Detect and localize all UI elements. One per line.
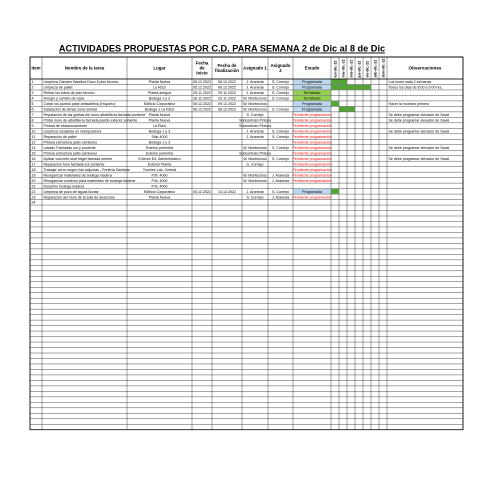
cell-a2: S. Cornejo bbox=[272, 91, 289, 96]
header-task: Nombre de la tarea bbox=[64, 65, 105, 71]
cell-place: P.M. 4000 bbox=[151, 178, 168, 183]
cell-place: Edificio Corporativo bbox=[143, 102, 176, 107]
cell-place: Planta antigua bbox=[148, 91, 171, 96]
cell-n: 9 bbox=[31, 124, 34, 129]
cell-obs: Se debe programar elevador de Saval bbox=[388, 145, 450, 150]
cell-task: Limpieza canaletas en mampostería bbox=[43, 129, 102, 134]
gantt-cell bbox=[331, 79, 338, 84]
cell-task: Pintura estructura patio camiones bbox=[43, 151, 98, 156]
cell-task: Lavado Fachadas sur y poniente bbox=[43, 145, 96, 150]
cell-a1: S. Cornejo bbox=[246, 195, 264, 200]
cell-a2: S. Cornejo bbox=[272, 156, 289, 161]
cell-a2: J. Araneda bbox=[271, 173, 290, 178]
cell-task: Pintura de estacionamiento bbox=[43, 124, 88, 129]
cell-place: Exterior perimitra bbox=[145, 145, 174, 150]
header-a2: Asignado bbox=[270, 62, 291, 68]
cell-n: 18 bbox=[31, 167, 36, 172]
day-header: mar-dic.-22 bbox=[341, 59, 346, 78]
day-header: vie-dic.-22 bbox=[365, 60, 370, 78]
cell-a1: S. Cornejo bbox=[246, 113, 264, 118]
cell-obs: Se debe programar elevador de Saval bbox=[388, 118, 450, 123]
cell-place: Planta Nueva bbox=[148, 80, 171, 85]
cell-a1: J. Araneda bbox=[246, 189, 264, 194]
cell-n: 7 bbox=[31, 113, 34, 118]
cell-n: 4 bbox=[31, 96, 34, 101]
cell-obs: Se debe programar elevador de Saval bbox=[388, 129, 450, 134]
header-num: Item bbox=[31, 65, 41, 71]
cell-a1: J. Araneda bbox=[246, 80, 264, 85]
cell-state: Programada bbox=[302, 102, 322, 107]
header-start: inicio bbox=[196, 70, 208, 76]
header-end: finalización bbox=[215, 68, 239, 74]
sheet-title: ACTIVIDADES PROPUESTAS POR C.D. PARA SEMANA 2 de Dic al 8 de Dic bbox=[58, 43, 386, 54]
cell-state: Programada bbox=[302, 85, 322, 90]
cell-a2: S. Cornejo bbox=[272, 145, 289, 150]
cell-a1: J. Araneda bbox=[246, 91, 264, 96]
cell-task: Reparación de pallet bbox=[43, 134, 77, 139]
header-a1: Asignado 1 bbox=[243, 65, 267, 71]
cell-end: 08.12.2022 bbox=[218, 107, 236, 112]
cell-state: Pendiente programación bbox=[292, 124, 332, 129]
cell-start: 28.11.2022 bbox=[193, 96, 211, 101]
cell-a2: S. Cornejo bbox=[272, 129, 289, 134]
cell-end: 06.12.2022 bbox=[218, 80, 236, 85]
cell-state: Terminado bbox=[303, 91, 321, 96]
cell-a1: W. Montecinos bbox=[243, 96, 267, 101]
header-start: Fecha bbox=[195, 60, 209, 66]
cell-a1: W. Montecinos bbox=[243, 102, 267, 107]
cell-a1: W. Montecinos bbox=[243, 107, 267, 112]
cell-obs: Hacer la muestra primero bbox=[388, 102, 430, 107]
header-start: de bbox=[199, 65, 205, 71]
cell-n: 22 bbox=[31, 189, 36, 194]
cell-task: Aplicar concreto seal fulgel fachada oriente bbox=[43, 156, 113, 161]
cell-state: Pendiente programación bbox=[292, 167, 332, 172]
cell-a1: Subcontrato Pintura bbox=[239, 124, 271, 129]
header-state: Estado bbox=[304, 65, 320, 71]
cell-n: 19 bbox=[31, 173, 36, 178]
cell-a2: S. Cornejo bbox=[272, 107, 289, 112]
cell-place: Planta Nueva bbox=[148, 118, 171, 123]
cell-a1: W. Montecinos bbox=[243, 178, 267, 183]
cell-task: Retirar los tubos de piso técnico bbox=[43, 91, 95, 96]
cell-place: Planta Nueva bbox=[148, 113, 171, 118]
day-header: dom-dic.-22 bbox=[381, 58, 386, 78]
cell-place: Túneles Lab. Central bbox=[142, 167, 177, 172]
cell-n: 15 bbox=[31, 151, 36, 156]
cell-state: Programada bbox=[302, 189, 322, 194]
cell-a2: S. Cornejo bbox=[272, 80, 289, 85]
cell-end: 09.12.2022 bbox=[218, 102, 236, 107]
cell-a2: S. Cornejo bbox=[272, 96, 289, 101]
day-header: lun-dic.-22 bbox=[333, 60, 338, 78]
cell-a1: W. Montecinos bbox=[243, 173, 267, 178]
cell-n: 2 bbox=[31, 85, 34, 90]
cell-n: 12 bbox=[31, 140, 36, 145]
cell-place: Bodega 1 y 3 bbox=[148, 129, 171, 134]
cell-n: 11 bbox=[31, 134, 36, 139]
cell-end: 29.11.2022 bbox=[218, 91, 236, 96]
cell-state: Pendiente programación bbox=[292, 140, 332, 145]
cell-n: 23 bbox=[31, 195, 36, 200]
cell-a2: S. Cornejo bbox=[272, 189, 289, 194]
cell-task: Limpieza de pallet bbox=[43, 85, 73, 90]
cell-n: 20 bbox=[31, 178, 36, 183]
cell-a2: S. Cornejo bbox=[272, 85, 289, 90]
cell-task: Instalación de lamas zona lambar bbox=[43, 107, 98, 112]
cell-task: Reorganizar contenor para materiales de bodega madera bbox=[43, 178, 135, 183]
gantt-cell bbox=[347, 107, 354, 112]
header-end: Fecha de bbox=[217, 62, 237, 68]
cell-place: Bodega 1 y 3 bbox=[148, 96, 171, 101]
cell-task: Cortar los puntos pase antisalitrina (Hoyuelo) bbox=[43, 102, 116, 107]
cell-state: Pendiente programación bbox=[292, 145, 332, 150]
cell-task: Limpieza de pozo de aguas lluvias bbox=[43, 189, 99, 194]
cell-state: Programada bbox=[302, 80, 322, 85]
day-header: mié-dic.-22 bbox=[349, 59, 354, 78]
cell-start: 05.12.2022 bbox=[193, 189, 211, 194]
cell-place: Exterior perimitra bbox=[145, 151, 174, 156]
cell-n: 8 bbox=[31, 118, 34, 123]
cell-start: 05.12.2022 bbox=[193, 80, 211, 85]
cell-n: 10 bbox=[31, 129, 36, 134]
cell-n: 6 bbox=[31, 107, 34, 112]
gantt-cell bbox=[339, 107, 346, 112]
cell-end: 13.12.2022 bbox=[218, 189, 236, 194]
cell-state: Pendiente programación bbox=[292, 162, 332, 167]
cell-a2: J. Araneda bbox=[271, 178, 290, 183]
day-header: sáb-dic.-22 bbox=[373, 59, 378, 78]
cell-task: Reorganizar materiales de bodega madera bbox=[43, 173, 112, 178]
day-header: jue-dic.-22 bbox=[357, 60, 362, 78]
gantt-cell bbox=[331, 189, 338, 194]
cell-a1: Subcontrato Pintura bbox=[239, 151, 271, 156]
cell-state: Pendiente programación bbox=[292, 129, 332, 134]
cell-a1: J. Araneda bbox=[246, 85, 264, 90]
gantt-cell bbox=[363, 85, 370, 90]
header-place: Lugar bbox=[153, 65, 166, 71]
cell-n: 24 bbox=[31, 200, 36, 205]
gantt-cell bbox=[347, 85, 354, 90]
cell-task: Pintura estructura patio camiones bbox=[43, 140, 98, 145]
header-a2: 2 bbox=[279, 68, 282, 74]
cell-task: Pintar muro de albañilería fachada pasillo exterior poniente bbox=[43, 118, 138, 123]
cell-obs: Se debe programar elevador de Saval bbox=[388, 156, 450, 161]
cell-state: Pendiente programación bbox=[292, 113, 332, 118]
cell-task: Desarmo bodega madera bbox=[43, 184, 85, 189]
cell-obs: Se debe programar elevador de Saval bbox=[388, 113, 450, 118]
cell-place: Sitio 4000 bbox=[151, 134, 168, 139]
cell-place: Bodega 1 y 3 bbox=[148, 140, 171, 145]
cell-a1: W. Montecinos bbox=[243, 145, 267, 150]
cell-task: Reparación de las grietas del muro albañilería fachada poniente bbox=[43, 113, 146, 118]
cell-n: 16 bbox=[31, 156, 36, 161]
cell-task: Limpieza Cámara Vaselina Duco 6 piso técnico bbox=[43, 80, 119, 85]
cell-task: Reparación del muro de la sala de desechos bbox=[43, 195, 115, 200]
cell-state: Pendiente programación bbox=[292, 118, 332, 123]
cell-place: P.M. 4000 bbox=[151, 184, 168, 189]
cell-place: Planta Nueva bbox=[148, 195, 171, 200]
cell-end: 09.12.2022 bbox=[218, 85, 236, 90]
cell-place: Exterior Planta bbox=[147, 162, 172, 167]
cell-n: 5 bbox=[31, 102, 34, 107]
cell-obs: Los lunes cada 2 semanas bbox=[388, 80, 432, 85]
cell-place: La Rizzi bbox=[153, 85, 166, 90]
cell-state: Terminado bbox=[303, 96, 321, 101]
cell-n: 17 bbox=[31, 162, 36, 167]
cell-state: Pendiente programación bbox=[292, 173, 332, 178]
gantt-cell bbox=[339, 85, 346, 90]
cell-place: P.M. 4000 bbox=[151, 173, 168, 178]
cell-place: Edificio Corporativo bbox=[143, 189, 176, 194]
cell-a2: J. Araneda bbox=[271, 195, 290, 200]
cell-task: Trabajar cerco según foto adjuntas - Portería Sanitizar bbox=[43, 167, 130, 172]
cell-a1: Subcontrato Pintura bbox=[239, 118, 271, 123]
cell-place: Bodega 1 La Rizzi bbox=[144, 107, 175, 112]
cell-task: Arreglo y cambio de rejas bbox=[43, 96, 85, 101]
cell-a1: W. Montecinos bbox=[243, 156, 267, 161]
cell-state: Pendiente programación bbox=[292, 134, 332, 139]
cell-state: Pendiente programación bbox=[292, 178, 332, 183]
cell-end: 29.11.2022 bbox=[218, 96, 236, 101]
gantt-cell bbox=[339, 79, 346, 84]
gantt-cell bbox=[331, 101, 338, 106]
gantt-cell bbox=[331, 85, 338, 90]
cell-place: La Rizzi bbox=[153, 124, 166, 129]
cell-a1: J. Araneda bbox=[246, 129, 264, 134]
cell-state: Pendiente programación bbox=[292, 195, 332, 200]
cell-start: 06.12.2022 bbox=[193, 107, 211, 112]
cell-a1: J. Araneda bbox=[246, 134, 264, 139]
cell-task: Reparación fono fachada sur poniente bbox=[43, 162, 105, 167]
cell-start: 05.12.2022 bbox=[193, 102, 211, 107]
cell-n: 1 bbox=[31, 80, 34, 85]
cell-a1: S. Cornejo bbox=[246, 162, 264, 167]
header-obs: Observaciones bbox=[408, 65, 442, 71]
cell-place: Exterior Ed. Administrativo bbox=[138, 156, 181, 161]
cell-start: 29.11.2022 bbox=[193, 91, 211, 96]
cell-state: Programada bbox=[302, 107, 322, 112]
cell-n: 21 bbox=[31, 184, 36, 189]
cell-obs: Todos los días de 8:00 a 9:00 hrs. bbox=[388, 85, 443, 90]
gantt-cell bbox=[355, 85, 362, 90]
cell-n: 14 bbox=[31, 145, 36, 150]
cell-n: 3 bbox=[31, 91, 34, 96]
cell-state: Pendiente programación bbox=[292, 156, 332, 161]
cell-a2: S. Cornejo bbox=[272, 134, 289, 139]
cell-start: 05.12.2022 bbox=[193, 85, 211, 90]
cell-state: Pendiente programación bbox=[292, 151, 332, 156]
